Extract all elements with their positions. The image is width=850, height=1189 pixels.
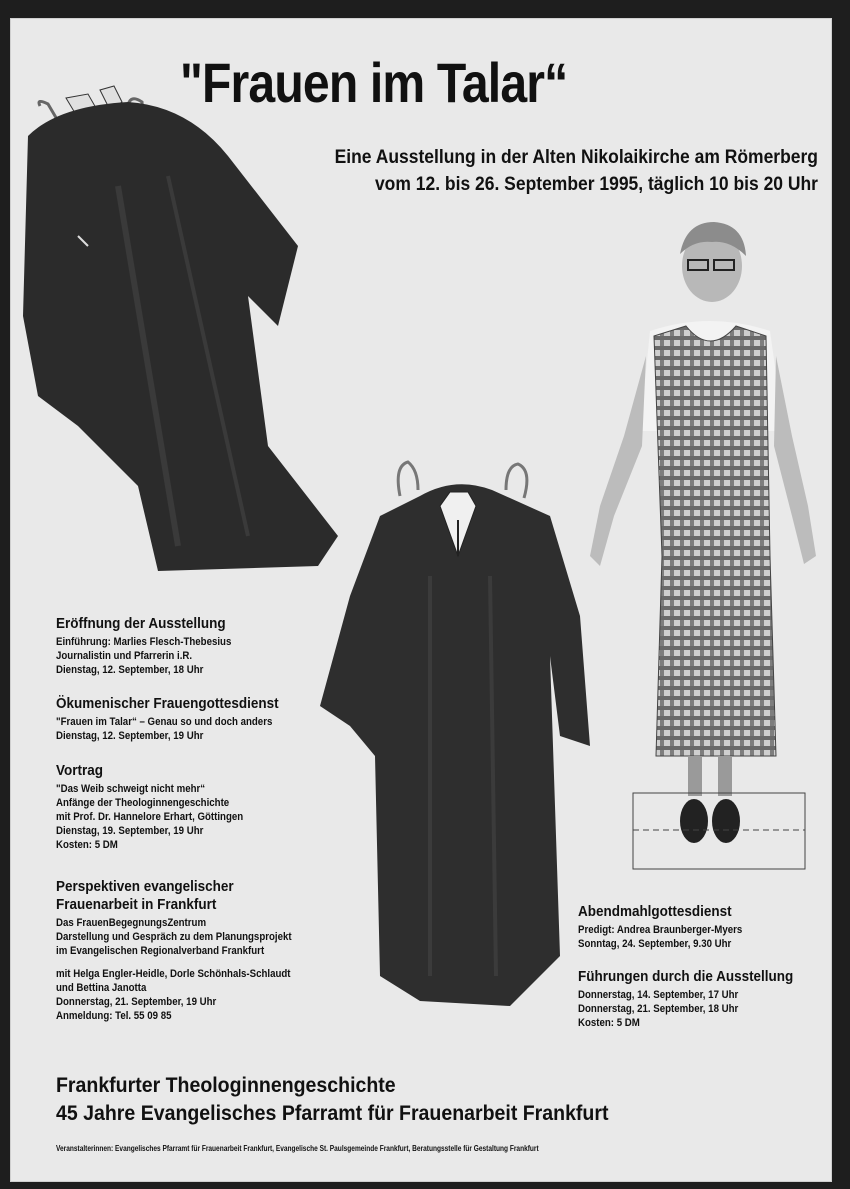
footer-line-2: 45 Jahre Evangelisches Pfarramt für Frauenarbeit Frankfurt xyxy=(56,1102,609,1125)
event-line: Dienstag, 12. September, 18 Uhr xyxy=(56,664,204,676)
event-line: "Frauen im Talar“ – Genau so und doch anders xyxy=(56,716,273,728)
event-opening xyxy=(56,615,346,678)
event-line: Anfänge der Theologinnengeschichte xyxy=(56,797,230,809)
event-ecumenical-service xyxy=(56,695,346,744)
event-line: Kosten: 5 DM xyxy=(56,839,118,851)
exhibition-info xyxy=(303,144,818,198)
event-heading: Abendmahlgottesdienst xyxy=(578,904,732,920)
event-heading-line-2: Frauenarbeit in Frankfurt xyxy=(56,897,217,913)
subtitle-line-2: vom 12. bis 26. September 1995, täglich 10 bis 20 Uhr xyxy=(374,174,818,195)
event-line: Dienstag, 12. September, 19 Uhr xyxy=(56,730,204,742)
robe-image-top-left xyxy=(18,66,348,586)
event-line: Anmeldung: Tel. 55 09 85 xyxy=(56,1010,172,1022)
event-line: Darstellung und Gespräch zu dem Planungsprojekt xyxy=(56,931,292,943)
platform-box xyxy=(632,792,806,870)
footer-line-1: Frankfurter Theologinnengeschichte xyxy=(56,1074,396,1097)
poster xyxy=(10,18,832,1182)
subtitle-line-1: Eine Ausstellung in der Alten Nikolaikirche am Römerberg xyxy=(334,147,818,168)
event-line: Einführung: Marlies Flesch-Thebesius xyxy=(56,636,232,648)
event-heading: Führungen durch die Ausstellung xyxy=(578,969,794,985)
event-line: Sonntag, 24. September, 9.30 Uhr xyxy=(578,938,732,950)
event-lecture xyxy=(56,762,346,853)
event-heading: Ökumenischer Frauengottesdienst xyxy=(56,696,279,712)
woman-photo xyxy=(570,216,820,876)
event-line: Journalistin und Pfarrerin i.R. xyxy=(56,650,193,662)
event-line: Predigt: Andrea Braunberger-Myers xyxy=(578,924,743,936)
event-line: mit Prof. Dr. Hannelore Erhart, Göttingen xyxy=(56,811,244,823)
event-communion-service xyxy=(578,903,828,952)
event-line: Donnerstag, 21. September, 19 Uhr xyxy=(56,996,217,1008)
event-line: "Das Weib schweigt nicht mehr“ xyxy=(56,783,206,795)
event-line: Das FrauenBegegnungsZentrum xyxy=(56,917,207,929)
event-line: Donnerstag, 14. September, 17 Uhr xyxy=(578,989,739,1001)
event-line: Kosten: 5 DM xyxy=(578,1017,640,1029)
event-line: mit Helga Engler-Heidle, Dorle Schönhals-Schlaudt xyxy=(56,968,291,980)
event-heading: Eröffnung der Ausstellung xyxy=(56,616,226,632)
event-line: Dienstag, 19. September, 19 Uhr xyxy=(56,825,204,837)
event-heading: Vortrag xyxy=(56,763,103,779)
event-line: und Bettina Janotta xyxy=(56,982,147,994)
event-line: Donnerstag, 21. September, 18 Uhr xyxy=(578,1003,739,1015)
event-line: im Evangelischen Regionalverband Frankfurt xyxy=(56,945,265,957)
organizers-credit: Veranstalterinnen: Evangelisches Pfarramt für Frauenarbeit Frankfurt, Evangelische St. Paulsgemeinde Frankfurt, Beratungsstelle für Gestaltung Frankfurt xyxy=(56,1144,539,1153)
event-perspectives xyxy=(56,878,346,1024)
poster-title: "Frauen im Talar“ xyxy=(180,51,568,114)
event-guided-tours xyxy=(578,968,828,1031)
event-heading-line-1: Perspektiven evangelischer xyxy=(56,879,234,895)
robe-image-center xyxy=(310,456,600,1016)
